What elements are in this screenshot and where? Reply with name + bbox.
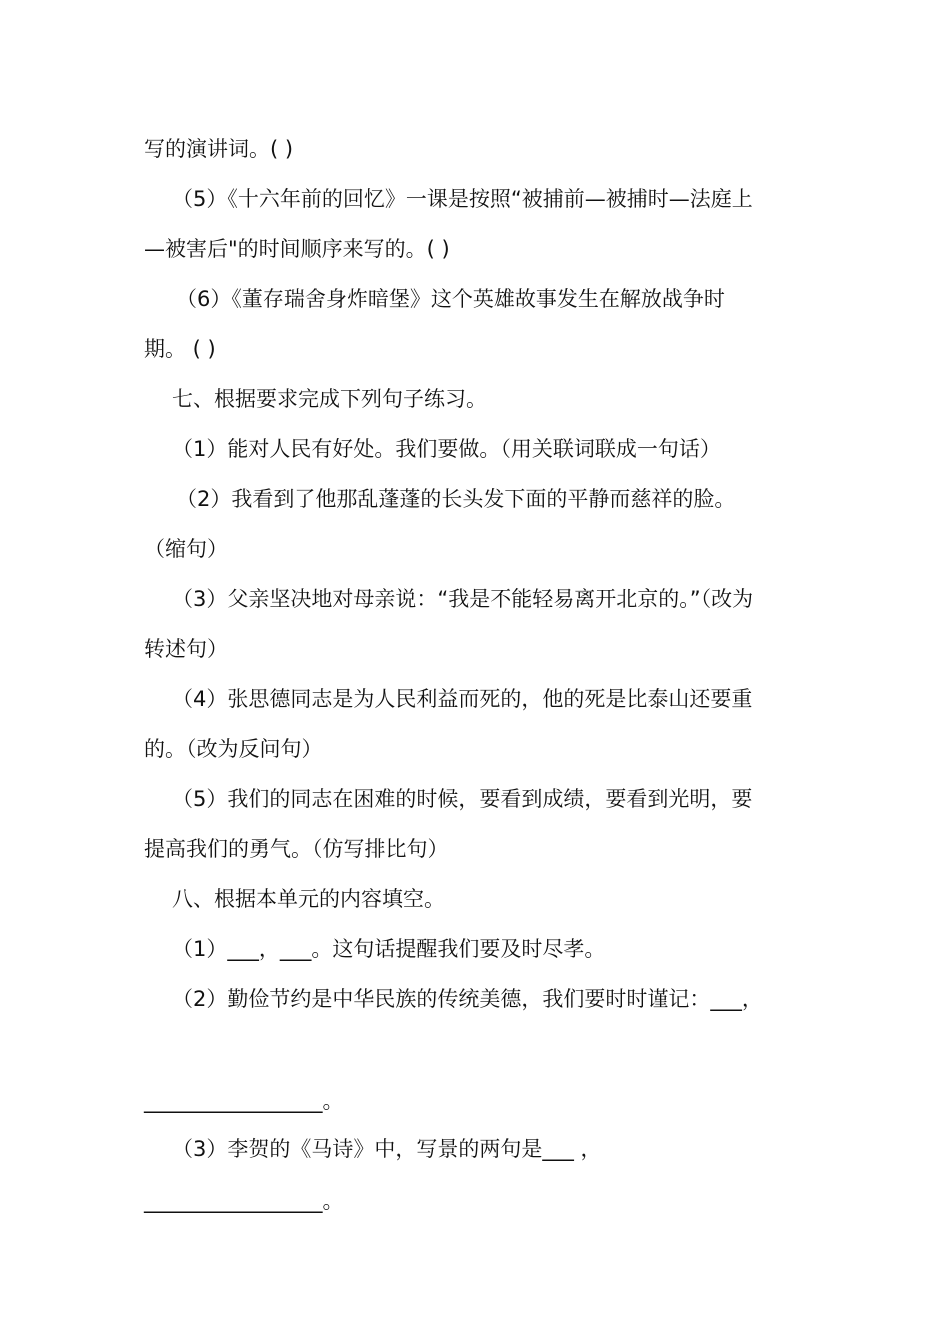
text-line: （6）《董存瑞舍身炸暗堡》这个英雄故事发生在解放战争时 bbox=[176, 287, 725, 311]
text-line: 期。 ( ) bbox=[144, 337, 216, 361]
blank-line: _________________。 bbox=[144, 1189, 344, 1213]
text-line: （5）《十六年前的回忆》一课是按照“被捕前—被捕时—法庭上 bbox=[172, 187, 753, 211]
text-line: （2）我看到了他那乱蓬蓬的长头发下面的平静而慈祥的脸。 bbox=[176, 487, 736, 511]
text-line: 转述句） bbox=[144, 637, 228, 661]
text-line: （3）李贺的《马诗》中，写景的两句是___ ， bbox=[172, 1137, 602, 1161]
text-line: （1）___，___。这句话提醒我们要及时尽孝。 bbox=[172, 937, 606, 961]
text-line: 的。（改为反问句） bbox=[144, 737, 323, 761]
text-line: （2）勤俭节约是中华民族的传统美德，我们要时时谨记：___， bbox=[172, 987, 763, 1011]
blank-line: _________________。 bbox=[144, 1089, 344, 1113]
text-line: 提高我们的勇气。（仿写排比句） bbox=[144, 837, 449, 861]
text-line: （3）父亲坚决地对母亲说：“我是不能轻易离开北京的。”（改为 bbox=[172, 587, 754, 611]
text-line: （4）张思德同志是为人民利益而死的，他的死是比泰山还要重 bbox=[172, 687, 753, 711]
text-line: 写的演讲词。( ) bbox=[144, 137, 294, 161]
text-line: （1）能对人民有好处。我们要做。（用关联词联成一句话） bbox=[172, 437, 721, 461]
text-line: （缩句） bbox=[144, 537, 228, 561]
section-heading: 七、根据要求完成下列句子练习。 bbox=[172, 387, 487, 411]
section-heading: 八、根据本单元的内容填空。 bbox=[172, 887, 445, 911]
text-line: —被害后"的时间顺序来写的。( ) bbox=[144, 237, 450, 261]
text-line: （5）我们的同志在困难的时候，要看到成绩，要看到光明，要 bbox=[172, 787, 753, 811]
